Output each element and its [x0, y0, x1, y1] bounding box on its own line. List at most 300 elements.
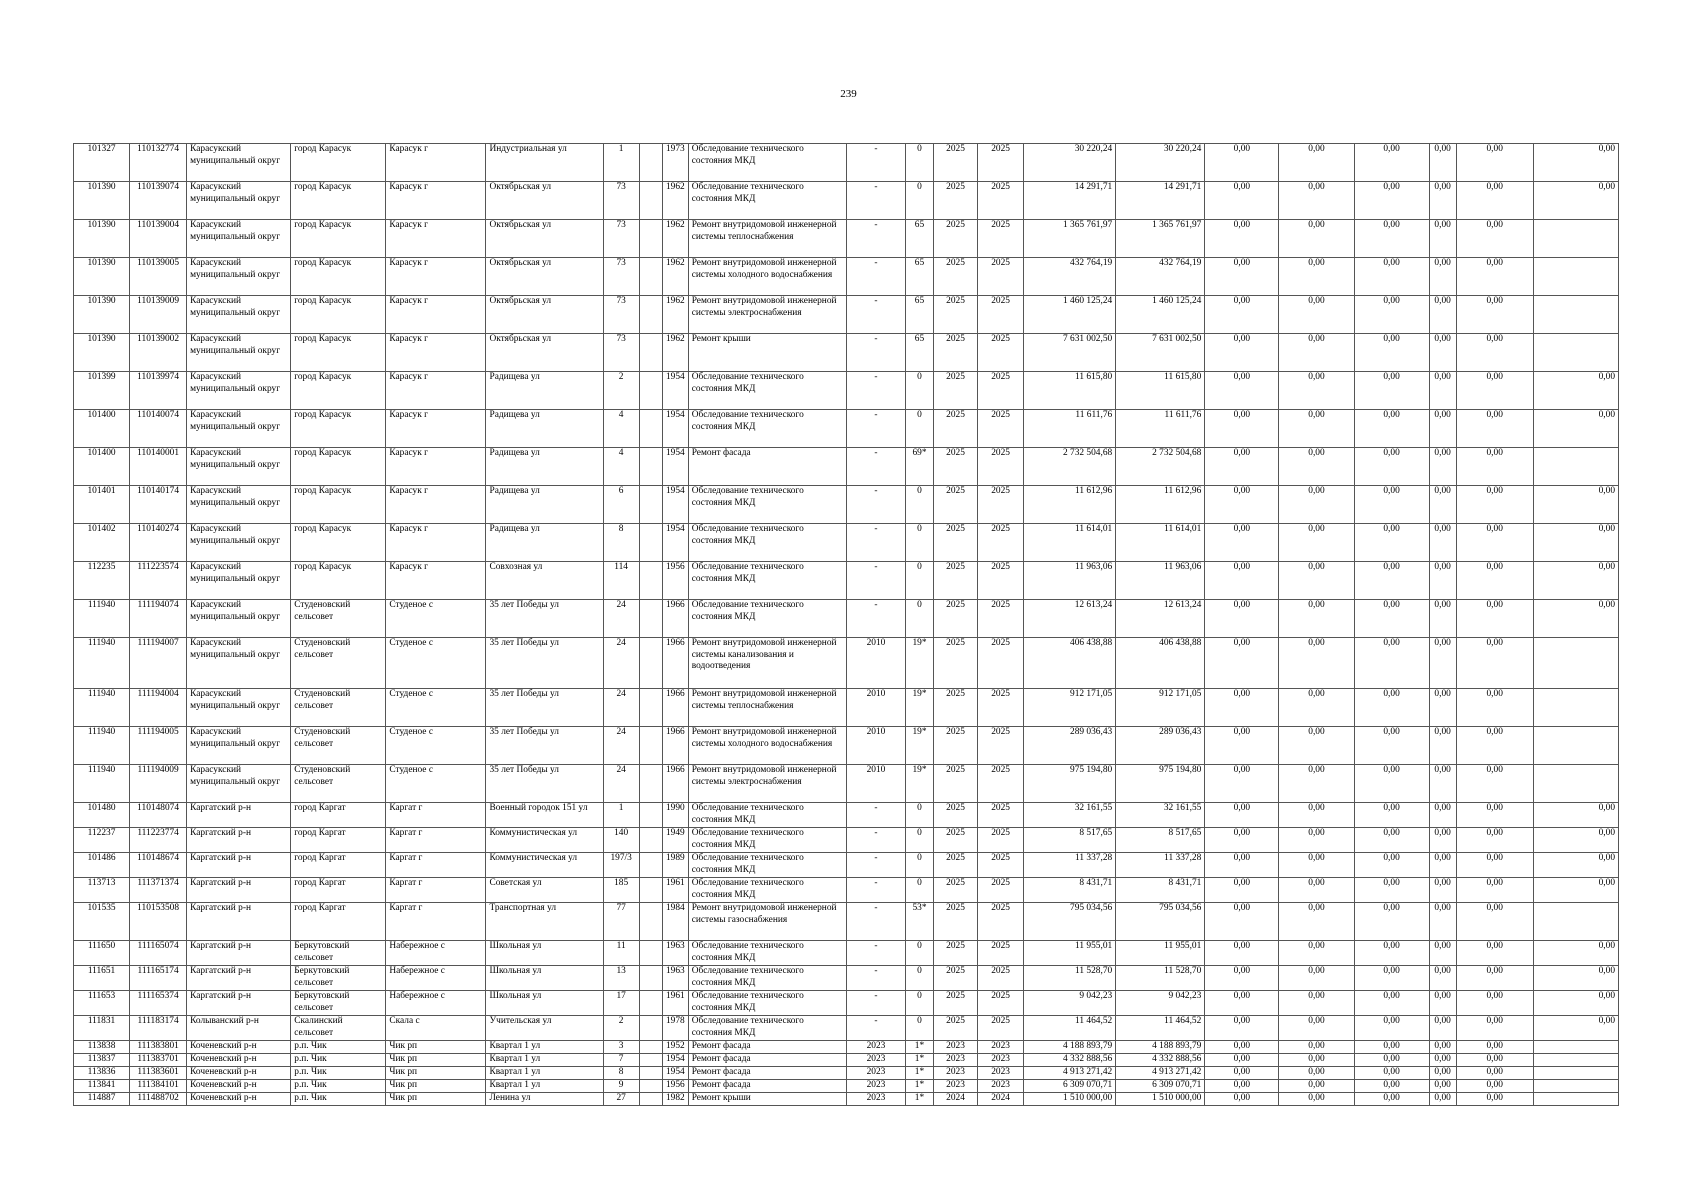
cell-cost-local-budget: 0,00 — [1354, 878, 1429, 903]
cell-year-built: 1961 — [662, 878, 688, 903]
cell-year-built: 1990 — [662, 803, 688, 828]
cell-house-number: 9 — [603, 1080, 639, 1093]
cell-house-number: 17 — [603, 991, 639, 1016]
cell-settlement: город Карасук — [291, 410, 386, 448]
cell-year-built: 1962 — [662, 258, 688, 296]
cell-work-type: Обследование технического состояния МКД — [688, 486, 846, 524]
cell-municipality: Каргатский р-н — [187, 941, 291, 966]
cell-cost-owners: 0,00 — [1456, 410, 1533, 448]
cell-wear-percent: 0 — [905, 372, 933, 410]
cell-year-built: 1962 — [662, 334, 688, 372]
cell-cost-regional-budget: 0,00 — [1279, 1067, 1354, 1080]
cell-cost-owners: 0,00 — [1456, 182, 1533, 220]
cell-building — [639, 878, 662, 903]
cell-settlement: город Карасук — [291, 448, 386, 486]
cell-wear-percent: 0 — [905, 486, 933, 524]
cell-house-number: 1 — [603, 144, 639, 182]
cell-cost-owners: 0,00 — [1456, 966, 1533, 991]
cell-house-number: 73 — [603, 334, 639, 372]
cell-year-built: 1966 — [662, 727, 688, 765]
cell-cost-regional-fund: 4 913 271,42 — [1116, 1067, 1205, 1080]
cell-cost-extra — [1533, 1067, 1618, 1080]
cell-locality: Чик рп — [386, 1093, 486, 1106]
cell-cost-local-budget: 0,00 — [1354, 765, 1429, 803]
table-row — [74, 372, 1619, 410]
cell-mkd-id: 101480 — [74, 803, 130, 828]
cell-settlement: р.п. Чик — [291, 1054, 386, 1067]
cell-wear-percent: 65 — [905, 334, 933, 372]
cell-start-year: 2025 — [934, 941, 978, 966]
cell-cost-owners: 0,00 — [1456, 144, 1533, 182]
cell-municipality: Каргатский р-н — [187, 991, 291, 1016]
cell-cost-owners: 0,00 — [1456, 448, 1533, 486]
cell-end-year: 2025 — [978, 562, 1024, 600]
cell-cost-regional-budget: 0,00 — [1279, 991, 1354, 1016]
cell-street: Радищева ул — [486, 372, 603, 410]
cell-building — [639, 1054, 662, 1067]
cell-work-type: Обследование технического состояния МКД — [688, 410, 846, 448]
cell-year-built: 1954 — [662, 410, 688, 448]
cell-house-number: 1 — [603, 803, 639, 828]
cell-work-type: Ремонт внутридомовой инженерной системы холодного водоснабжения — [688, 258, 846, 296]
table-body — [74, 144, 1619, 1106]
cell-total-cost: 4 913 271,42 — [1024, 1067, 1116, 1080]
cell-cost-owners: 0,00 — [1456, 828, 1533, 853]
cell-end-year: 2024 — [978, 1093, 1024, 1106]
cell-cost-federal: 0,00 — [1205, 638, 1279, 689]
cell-cost-federal: 0,00 — [1205, 966, 1279, 991]
cell-cost-federal: 0,00 — [1205, 562, 1279, 600]
cell-municipality: Карасукский муниципальный округ — [187, 448, 291, 486]
cell-street: Индустриальная ул — [486, 144, 603, 182]
cell-mkd-id: 111940 — [74, 727, 130, 765]
cell-locality: Студеное с — [386, 600, 486, 638]
cell-work-id: 111194005 — [130, 727, 187, 765]
cell-cost-other: 0,00 — [1429, 1067, 1456, 1080]
cell-settlement: р.п. Чик — [291, 1080, 386, 1093]
table-row — [74, 878, 1619, 903]
cell-municipality: Карасукский муниципальный округ — [187, 689, 291, 727]
cell-street: Радищева ул — [486, 524, 603, 562]
cell-prior-year: 2023 — [846, 1093, 905, 1106]
cell-work-id: 110140001 — [130, 448, 187, 486]
cell-work-type: Обследование технического состояния МКД — [688, 828, 846, 853]
cell-cost-regional-budget: 0,00 — [1279, 878, 1354, 903]
cell-cost-other: 0,00 — [1429, 878, 1456, 903]
cell-cost-regional-fund: 2 732 504,68 — [1116, 448, 1205, 486]
cell-settlement: город Карасук — [291, 486, 386, 524]
cell-prior-year: - — [846, 966, 905, 991]
cell-work-id: 110139004 — [130, 220, 187, 258]
cell-wear-percent: 0 — [905, 524, 933, 562]
cell-work-id: 110148074 — [130, 803, 187, 828]
cell-house-number: 6 — [603, 486, 639, 524]
cell-cost-extra — [1533, 903, 1618, 941]
cell-cost-regional-budget: 0,00 — [1279, 1054, 1354, 1067]
cell-prior-year: - — [846, 296, 905, 334]
cell-wear-percent: 53* — [905, 903, 933, 941]
cell-cost-other: 0,00 — [1429, 600, 1456, 638]
cell-municipality: Коченевский р-н — [187, 1093, 291, 1106]
table-row — [74, 296, 1619, 334]
cell-locality: Студеное с — [386, 765, 486, 803]
cell-year-built: 1973 — [662, 144, 688, 182]
cell-cost-local-budget: 0,00 — [1354, 803, 1429, 828]
cell-municipality: Карасукский муниципальный округ — [187, 486, 291, 524]
cell-mkd-id: 111653 — [74, 991, 130, 1016]
cell-wear-percent: 0 — [905, 878, 933, 903]
cell-locality: Чик рп — [386, 1067, 486, 1080]
cell-cost-regional-budget: 0,00 — [1279, 372, 1354, 410]
cell-year-built: 1956 — [662, 562, 688, 600]
cell-prior-year: 2023 — [846, 1041, 905, 1054]
cell-cost-regional-budget: 0,00 — [1279, 1016, 1354, 1041]
cell-cost-federal: 0,00 — [1205, 486, 1279, 524]
page-number: 239 — [840, 88, 857, 100]
cell-start-year: 2025 — [934, 878, 978, 903]
cell-cost-regional-fund: 9 042,23 — [1116, 991, 1205, 1016]
cell-house-number: 77 — [603, 903, 639, 941]
cell-cost-other: 0,00 — [1429, 1093, 1456, 1106]
cell-building — [639, 258, 662, 296]
cell-cost-other: 0,00 — [1429, 966, 1456, 991]
cell-start-year: 2025 — [934, 144, 978, 182]
cell-cost-regional-budget: 0,00 — [1279, 765, 1354, 803]
cell-cost-other: 0,00 — [1429, 638, 1456, 689]
cell-total-cost: 11 528,70 — [1024, 966, 1116, 991]
cell-mkd-id: 112237 — [74, 828, 130, 853]
cell-wear-percent: 0 — [905, 803, 933, 828]
cell-cost-federal: 0,00 — [1205, 765, 1279, 803]
cell-settlement: город Каргат — [291, 903, 386, 941]
cell-start-year: 2025 — [934, 182, 978, 220]
cell-cost-extra — [1533, 1041, 1618, 1054]
table-row — [74, 410, 1619, 448]
cell-start-year: 2025 — [934, 991, 978, 1016]
cell-wear-percent: 0 — [905, 1016, 933, 1041]
cell-cost-extra — [1533, 296, 1618, 334]
cell-wear-percent: 0 — [905, 853, 933, 878]
cell-work-type: Ремонт внутридомовой инженерной системы теплоснабжения — [688, 689, 846, 727]
cell-cost-regional-fund: 795 034,56 — [1116, 903, 1205, 941]
table-row — [74, 828, 1619, 853]
cell-building — [639, 524, 662, 562]
cell-cost-regional-budget: 0,00 — [1279, 1093, 1354, 1106]
cell-end-year: 2023 — [978, 1080, 1024, 1093]
cell-work-type: Обследование технического состояния МКД — [688, 372, 846, 410]
cell-mkd-id: 101401 — [74, 486, 130, 524]
cell-prior-year: - — [846, 1016, 905, 1041]
cell-start-year: 2025 — [934, 410, 978, 448]
cell-house-number: 24 — [603, 600, 639, 638]
cell-cost-regional-fund: 14 291,71 — [1116, 182, 1205, 220]
cell-start-year: 2025 — [934, 258, 978, 296]
cell-work-type: Ремонт внутридомовой инженерной системы канализования и водоотведения — [688, 638, 846, 689]
cell-work-type: Ремонт фасада — [688, 1080, 846, 1093]
cell-municipality: Карасукский муниципальный округ — [187, 144, 291, 182]
cell-cost-local-budget: 0,00 — [1354, 853, 1429, 878]
cell-house-number: 27 — [603, 1093, 639, 1106]
cell-wear-percent: 0 — [905, 828, 933, 853]
cell-wear-percent: 19* — [905, 689, 933, 727]
cell-locality: Чик рп — [386, 1080, 486, 1093]
cell-prior-year: - — [846, 853, 905, 878]
cell-building — [639, 144, 662, 182]
table-row — [74, 144, 1619, 182]
cell-street: 35 лет Победы ул — [486, 765, 603, 803]
table-row — [74, 1041, 1619, 1054]
cell-municipality: Коченевский р-н — [187, 1054, 291, 1067]
table-row — [74, 562, 1619, 600]
cell-work-type: Обследование технического состояния МКД — [688, 941, 846, 966]
cell-settlement: город Каргат — [291, 803, 386, 828]
cell-municipality: Карасукский муниципальный округ — [187, 258, 291, 296]
cell-cost-local-budget: 0,00 — [1354, 991, 1429, 1016]
cell-cost-regional-budget: 0,00 — [1279, 803, 1354, 828]
cell-cost-other: 0,00 — [1429, 448, 1456, 486]
cell-house-number: 3 — [603, 1041, 639, 1054]
cell-street: Октябрьская ул — [486, 296, 603, 334]
cell-municipality: Карасукский муниципальный округ — [187, 727, 291, 765]
cell-house-number: 24 — [603, 638, 639, 689]
cell-house-number: 8 — [603, 524, 639, 562]
cell-cost-regional-budget: 0,00 — [1279, 144, 1354, 182]
cell-end-year: 2023 — [978, 1054, 1024, 1067]
cell-municipality: Карасукский муниципальный округ — [187, 410, 291, 448]
cell-start-year: 2025 — [934, 1016, 978, 1041]
cell-start-year: 2025 — [934, 638, 978, 689]
cell-cost-extra — [1533, 448, 1618, 486]
cell-prior-year: 2023 — [846, 1067, 905, 1080]
cell-municipality: Каргатский р-н — [187, 903, 291, 941]
cell-locality: Карасук г — [386, 562, 486, 600]
table-row — [74, 258, 1619, 296]
cell-cost-other: 0,00 — [1429, 1016, 1456, 1041]
cell-end-year: 2025 — [978, 486, 1024, 524]
cell-start-year: 2023 — [934, 1067, 978, 1080]
cell-cost-local-budget: 0,00 — [1354, 372, 1429, 410]
cell-work-id: 110139002 — [130, 334, 187, 372]
cell-cost-other: 0,00 — [1429, 853, 1456, 878]
cell-work-id: 111194009 — [130, 765, 187, 803]
cell-house-number: 13 — [603, 966, 639, 991]
cell-cost-owners: 0,00 — [1456, 1093, 1533, 1106]
cell-cost-regional-fund: 30 220,24 — [1116, 144, 1205, 182]
cell-building — [639, 600, 662, 638]
table-row — [74, 1067, 1619, 1080]
cell-cost-regional-budget: 0,00 — [1279, 853, 1354, 878]
cell-cost-regional-fund: 11 611,76 — [1116, 410, 1205, 448]
cell-locality: Каргат г — [386, 878, 486, 903]
cell-cost-extra: 0,00 — [1533, 182, 1618, 220]
cell-cost-other: 0,00 — [1429, 486, 1456, 524]
cell-total-cost: 11 611,76 — [1024, 410, 1116, 448]
cell-start-year: 2025 — [934, 562, 978, 600]
cell-end-year: 2025 — [978, 638, 1024, 689]
cell-work-id: 111165174 — [130, 966, 187, 991]
cell-street: Ленина ул — [486, 1093, 603, 1106]
cell-cost-extra: 0,00 — [1533, 991, 1618, 1016]
cell-cost-other: 0,00 — [1429, 220, 1456, 258]
cell-mkd-id: 101399 — [74, 372, 130, 410]
cell-cost-extra — [1533, 1093, 1618, 1106]
cell-street: Советская ул — [486, 878, 603, 903]
cell-prior-year: - — [846, 600, 905, 638]
cell-start-year: 2024 — [934, 1093, 978, 1106]
cell-total-cost: 7 631 002,50 — [1024, 334, 1116, 372]
cell-cost-extra: 0,00 — [1533, 410, 1618, 448]
cell-end-year: 2025 — [978, 828, 1024, 853]
cell-cost-federal: 0,00 — [1205, 448, 1279, 486]
cell-year-built: 1954 — [662, 1067, 688, 1080]
cell-prior-year: - — [846, 828, 905, 853]
cell-end-year: 2025 — [978, 765, 1024, 803]
cell-year-built: 1966 — [662, 638, 688, 689]
cell-cost-extra — [1533, 334, 1618, 372]
table-row — [74, 1093, 1619, 1106]
cell-cost-owners: 0,00 — [1456, 486, 1533, 524]
cell-settlement: р.п. Чик — [291, 1093, 386, 1106]
cell-mkd-id: 113837 — [74, 1054, 130, 1067]
cell-mkd-id: 112235 — [74, 562, 130, 600]
cell-cost-regional-fund: 7 631 002,50 — [1116, 334, 1205, 372]
cell-cost-owners: 0,00 — [1456, 334, 1533, 372]
cell-building — [639, 991, 662, 1016]
cell-settlement: город Каргат — [291, 878, 386, 903]
cell-locality: Карасук г — [386, 410, 486, 448]
cell-cost-federal: 0,00 — [1205, 941, 1279, 966]
cell-year-built: 1989 — [662, 853, 688, 878]
cell-cost-local-budget: 0,00 — [1354, 1016, 1429, 1041]
cell-cost-regional-budget: 0,00 — [1279, 410, 1354, 448]
table-row — [74, 524, 1619, 562]
cell-locality: Набережное с — [386, 966, 486, 991]
cell-cost-owners: 0,00 — [1456, 1041, 1533, 1054]
cell-cost-local-budget: 0,00 — [1354, 600, 1429, 638]
cell-cost-extra: 0,00 — [1533, 853, 1618, 878]
table-row — [74, 765, 1619, 803]
cell-cost-regional-fund: 6 309 070,71 — [1116, 1080, 1205, 1093]
table-row — [74, 182, 1619, 220]
cell-end-year: 2025 — [978, 853, 1024, 878]
cell-cost-federal: 0,00 — [1205, 600, 1279, 638]
cell-year-built: 1954 — [662, 448, 688, 486]
cell-wear-percent: 0 — [905, 966, 933, 991]
cell-cost-regional-fund: 32 161,55 — [1116, 803, 1205, 828]
cell-street: Коммунистическая ул — [486, 853, 603, 878]
cell-cost-extra — [1533, 765, 1618, 803]
cell-locality: Карасук г — [386, 448, 486, 486]
cell-cost-federal: 0,00 — [1205, 334, 1279, 372]
cell-cost-other: 0,00 — [1429, 1041, 1456, 1054]
cell-prior-year: - — [846, 410, 905, 448]
cell-wear-percent: 19* — [905, 765, 933, 803]
cell-year-built: 1954 — [662, 372, 688, 410]
cell-cost-regional-fund: 12 613,24 — [1116, 600, 1205, 638]
cell-cost-owners: 0,00 — [1456, 220, 1533, 258]
cell-cost-owners: 0,00 — [1456, 853, 1533, 878]
cell-work-id: 110148674 — [130, 853, 187, 878]
cell-house-number: 140 — [603, 828, 639, 853]
cell-cost-regional-budget: 0,00 — [1279, 220, 1354, 258]
cell-locality: Карасук г — [386, 372, 486, 410]
cell-prior-year: 2010 — [846, 638, 905, 689]
cell-street: Октябрьская ул — [486, 334, 603, 372]
cell-cost-extra: 0,00 — [1533, 144, 1618, 182]
cell-cost-local-budget: 0,00 — [1354, 562, 1429, 600]
cell-wear-percent: 0 — [905, 991, 933, 1016]
cell-building — [639, 765, 662, 803]
cell-prior-year: - — [846, 144, 905, 182]
cell-cost-other: 0,00 — [1429, 1054, 1456, 1067]
cell-work-id: 111223574 — [130, 562, 187, 600]
cell-cost-local-budget: 0,00 — [1354, 144, 1429, 182]
cell-total-cost: 30 220,24 — [1024, 144, 1116, 182]
cell-building — [639, 220, 662, 258]
cell-municipality: Каргатский р-н — [187, 878, 291, 903]
cell-cost-regional-fund: 432 764,19 — [1116, 258, 1205, 296]
cell-end-year: 2025 — [978, 144, 1024, 182]
cell-cost-regional-budget: 0,00 — [1279, 182, 1354, 220]
cell-cost-federal: 0,00 — [1205, 828, 1279, 853]
table-row — [74, 486, 1619, 524]
cell-cost-federal: 0,00 — [1205, 410, 1279, 448]
cell-cost-federal: 0,00 — [1205, 1067, 1279, 1080]
cell-work-type: Ремонт внутридомовой инженерной системы холодного водоснабжения — [688, 727, 846, 765]
cell-locality: Набережное с — [386, 991, 486, 1016]
cell-prior-year: - — [846, 941, 905, 966]
cell-building — [639, 689, 662, 727]
cell-work-id: 110132774 — [130, 144, 187, 182]
cell-street: Совхозная ул — [486, 562, 603, 600]
cell-municipality: Карасукский муниципальный округ — [187, 220, 291, 258]
cell-total-cost: 912 171,05 — [1024, 689, 1116, 727]
cell-street: Октябрьская ул — [486, 258, 603, 296]
cell-end-year: 2025 — [978, 296, 1024, 334]
cell-wear-percent: 1* — [905, 1054, 933, 1067]
cell-cost-federal: 0,00 — [1205, 296, 1279, 334]
cell-work-type: Обследование технического состояния МКД — [688, 803, 846, 828]
cell-work-id: 110140074 — [130, 410, 187, 448]
cell-cost-local-budget: 0,00 — [1354, 258, 1429, 296]
cell-work-type: Ремонт внутридомовой инженерной системы электроснабжения — [688, 765, 846, 803]
cell-start-year: 2025 — [934, 803, 978, 828]
cell-building — [639, 1041, 662, 1054]
cell-year-built: 1954 — [662, 524, 688, 562]
cell-cost-extra — [1533, 638, 1618, 689]
cell-cost-federal: 0,00 — [1205, 524, 1279, 562]
cell-work-type: Обследование технического состояния МКД — [688, 600, 846, 638]
cell-work-type: Обследование технического состояния МКД — [688, 966, 846, 991]
table-row — [74, 638, 1619, 689]
cell-cost-owners: 0,00 — [1456, 638, 1533, 689]
cell-start-year: 2025 — [934, 689, 978, 727]
cell-mkd-id: 113838 — [74, 1041, 130, 1054]
cell-settlement: город Карасук — [291, 562, 386, 600]
table-row — [74, 727, 1619, 765]
cell-municipality: Коченевский р-н — [187, 1080, 291, 1093]
cell-work-type: Ремонт внутридомовой инженерной системы теплоснабжения — [688, 220, 846, 258]
cell-work-type: Обследование технического состояния МКД — [688, 853, 846, 878]
cell-prior-year: - — [846, 562, 905, 600]
cell-work-type: Обследование технического состояния МКД — [688, 878, 846, 903]
cell-work-type: Ремонт фасада — [688, 1054, 846, 1067]
cell-cost-regional-fund: 11 337,28 — [1116, 853, 1205, 878]
cell-house-number: 4 — [603, 448, 639, 486]
cell-building — [639, 486, 662, 524]
cell-mkd-id: 101390 — [74, 258, 130, 296]
cell-house-number: 4 — [603, 410, 639, 448]
